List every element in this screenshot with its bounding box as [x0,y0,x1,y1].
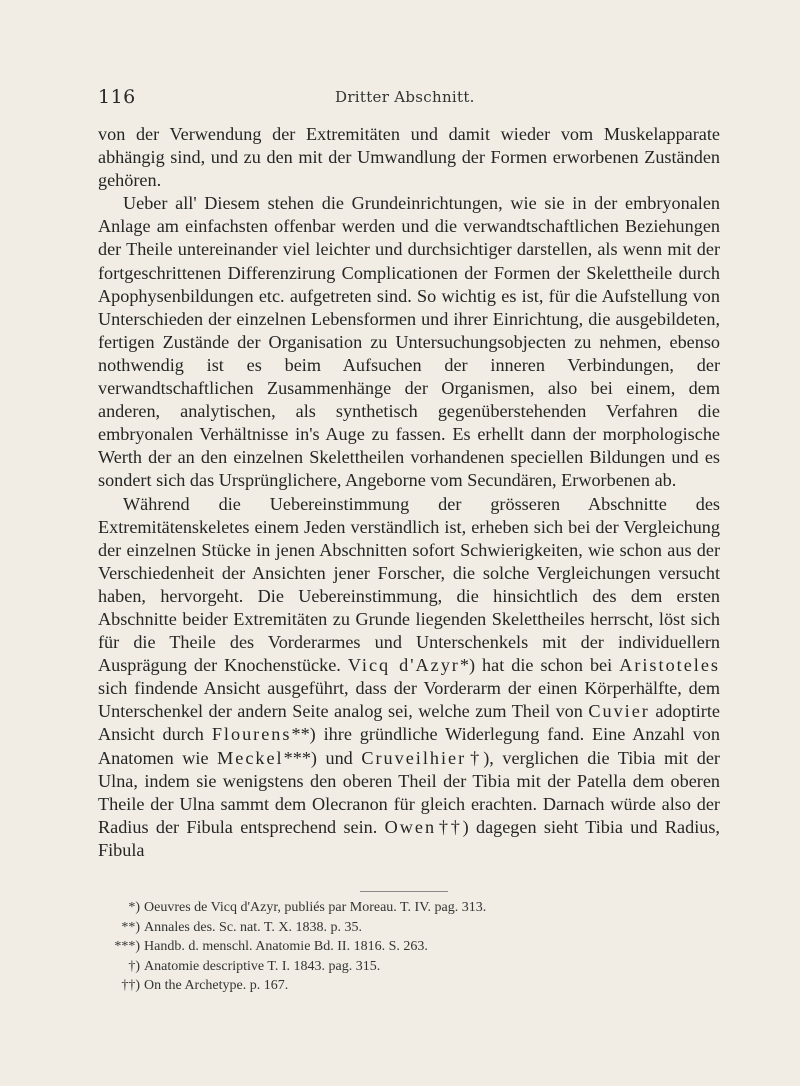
paragraph-2: Ueber all' Diesem stehen die Grundeinrichtungen, wie sie in der embryonalen Anlage am einfachsten offenbar werden und die verwandtschaftlichen Beziehungen der Theile untereinander viel leichter und durchsichtiger darstellen, als wenn mit der fortgeschrittenen Differenzirung Complicationen der Formen der Skelettheile durch Apophysenbildungen etc. aufgetreten sind. So wichtig es ist, für die Aufstellung von Unterschieden der einzelnen Lebensformen und ihrer Einrichtung, die ausgebildeten, fertigen Zustände der Organisation zu Untersuchungsobjecten zu nehmen, ebenso nothwendig ist es beim Aufsuchen der inneren Verbindungen, der verwandtschaftlichen Zusammenhänge der Organismen, also bei einem, dem anderen, analytischen, als synthetisch gegenüberstehenden Verfahren die embryonalen Verhältnisse in's Auge zu fassen. Es erhellt dann der morphologische Werth der an den einzelnen Skelettheilen vorhandenen speciellen Bildungen und es sondert sich das Ursprünglichere, Angeborne vom Secundären, Erworbenen ab. [98,193,720,491]
footnote-3 [98,937,718,957]
footnote-text: Annales des. Sc. nat. T. X. 1838. p. 35. [144,919,363,935]
footnotes [98,898,718,996]
paragraph-3-part-e: **) ihre gründliche Widerlegung fand. Eine Anzahl von Anatomen wie [98,724,720,768]
footnote-mark: ††) [121,978,140,994]
footnote-mark: †) [128,958,140,974]
author-owen: Owen [384,816,437,837]
paragraph-3-part-b: *) hat die schon bei [459,655,620,676]
footnote-text: Oeuvres de Vicq d'Azyr, publiés par Moreau. T. IV. pag. 313. [144,900,487,915]
footnote-text: Anatomie descriptive T. I. 1843. pag. 315. [144,958,381,974]
page-header [98,86,718,108]
author-cuvier: Cuvier [588,701,650,722]
paragraph-3-part-c: sich findende Ansicht ausgeführt, dass der Vorderarm der einen Körperhälfte, dem Unterschenkel der andern Seite analog sei, welche zum Theil von [98,678,720,722]
footnote-mark: **) [121,919,140,935]
paragraph-3-part-f: ***) und [283,747,362,768]
footnote-mark: *) [128,900,140,915]
page-number: 116 [98,86,136,108]
footnote-1 [98,898,718,918]
running-head: Dritter Abschnitt. [335,88,475,106]
author-meckel: Meckel [217,747,284,768]
footnote-divider [360,891,448,892]
footnote-text: On the Archetype. p. 167. [144,978,289,994]
footnote-mark: ***) [114,939,140,955]
footnote-5 [98,976,718,996]
footnote-4 [98,957,718,977]
author-cruveilhier: Cruveilhier [361,747,467,768]
paragraph-3-part-g: †), verglichen die Tibia mit der Ulna, indem sie wenigstens den oberen Theil der Tibia mit der Patella dem oberen Theile der Ulna sammt dem Olecranon für gleich erachten. Darnach würde also der Radius der Fibula entsprechend sein. [98,747,720,837]
footnote-2 [98,918,718,938]
footnote-text: Handb. d. menschl. Anatomie Bd. II. 1816. S. 263. [144,939,428,955]
paragraph-3-part-h: ††) dagegen sieht Tibia und Radius, Fibula [98,816,720,860]
author-aristoteles: Aristoteles [619,655,720,676]
author-flourens: Flourens [211,724,292,745]
paragraph-1: von der Verwendung der Extremitäten und damit wieder vom Muskelapparate abhängig sind, und zu den mit der Umwandlung der Formen erworbenen Zuständen gehören. [98,124,720,191]
paragraph-3-part-d: adoptirte Ansicht durch [98,701,720,745]
paragraph-3 [98,493,720,863]
author-vicq: Vicq d'Azyr [347,655,460,676]
paragraph-3-part-a: Während die Uebereinstimmung der grösseren Abschnitte des Extremitätenskeletes einem Jeden verständlich ist, erheben sich bei der Vergleichung der einzelnen Stücke in jenen Abschnitten sofort Schwierigkeiten, wie schon aus der Verschiedenheit der Ansichten jener Forscher, die solche Vergleichungen versucht haben, hervorgeht. Die Uebereinstimmung, die hinsichtlich des dem ersten Abschnitte beider Extremitäten zu Grunde liegenden Skelettheiles herrscht, löst sich für die Theile des Vorderarmes und Unterschenkels mit der individuellern Ausprägung der Knochenstücke. [98,493,720,676]
body-text [98,123,720,862]
